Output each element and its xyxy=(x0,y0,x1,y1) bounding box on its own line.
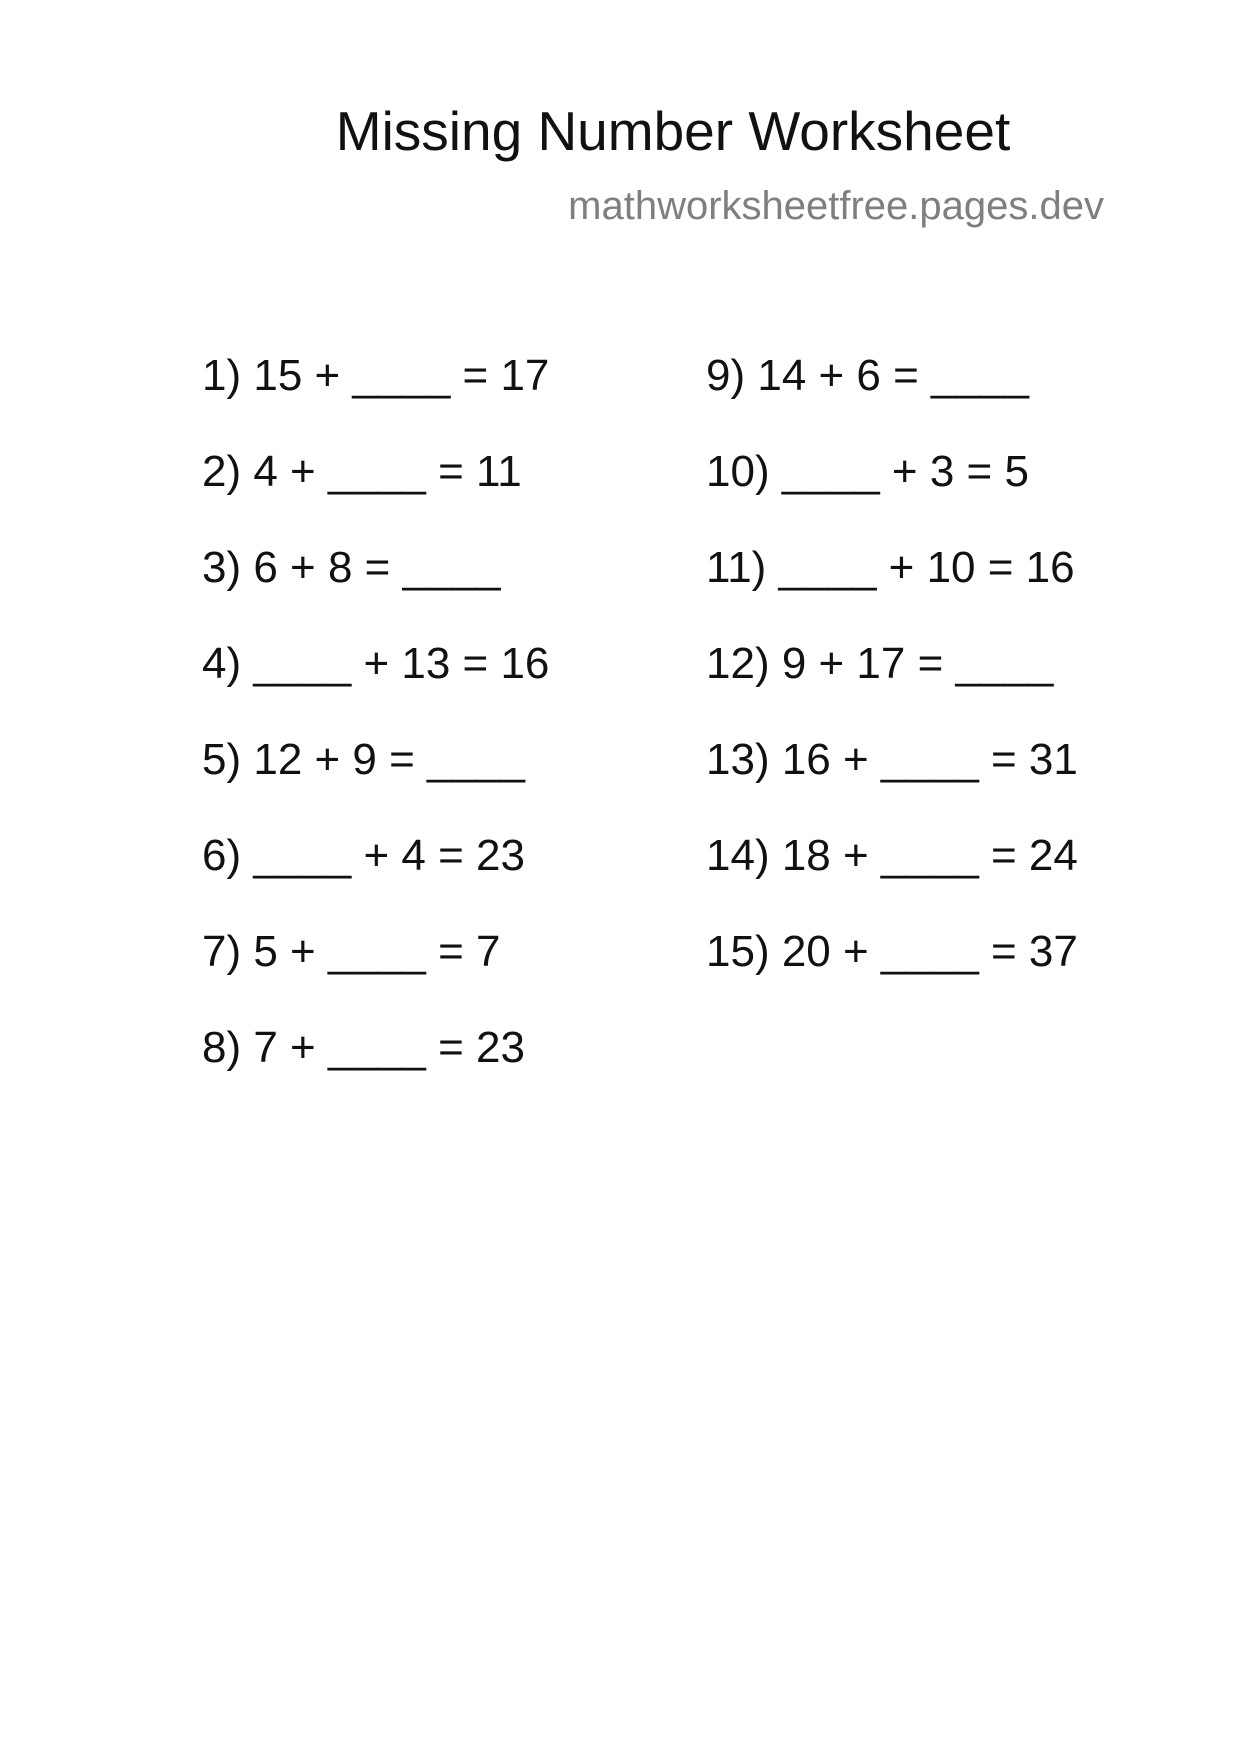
problem-11: 11) ____ + 10 = 16 xyxy=(706,543,1075,592)
problem-8: 8) 7 + ____ = 23 xyxy=(202,1023,525,1072)
problem-6: 6) ____ + 4 = 23 xyxy=(202,831,525,880)
problem-15: 15) 20 + ____ = 37 xyxy=(706,927,1078,976)
problem-5: 5) 12 + 9 = ____ xyxy=(202,735,525,784)
problem-column-left xyxy=(202,350,702,1118)
problem-12: 12) 9 + 17 = ____ xyxy=(706,639,1054,688)
website-url: mathworksheetfree.pages.dev xyxy=(568,184,1104,228)
problem-9: 9) 14 + 6 = ____ xyxy=(706,351,1029,400)
problem-13: 13) 16 + ____ = 31 xyxy=(706,735,1078,784)
problem-2: 2) 4 + ____ = 11 xyxy=(202,447,522,496)
problem-7: 7) 5 + ____ = 7 xyxy=(202,927,501,976)
problem-column-right xyxy=(706,350,1206,1022)
problem-1: 1) 15 + ____ = 17 xyxy=(202,351,550,400)
problem-4: 4) ____ + 13 = 16 xyxy=(202,639,550,688)
problem-3: 3) 6 + 8 = ____ xyxy=(202,543,501,592)
worksheet-title: Missing Number Worksheet xyxy=(335,100,1011,162)
problem-10: 10) ____ + 3 = 5 xyxy=(706,447,1029,496)
problem-14: 14) 18 + ____ = 24 xyxy=(706,831,1078,880)
